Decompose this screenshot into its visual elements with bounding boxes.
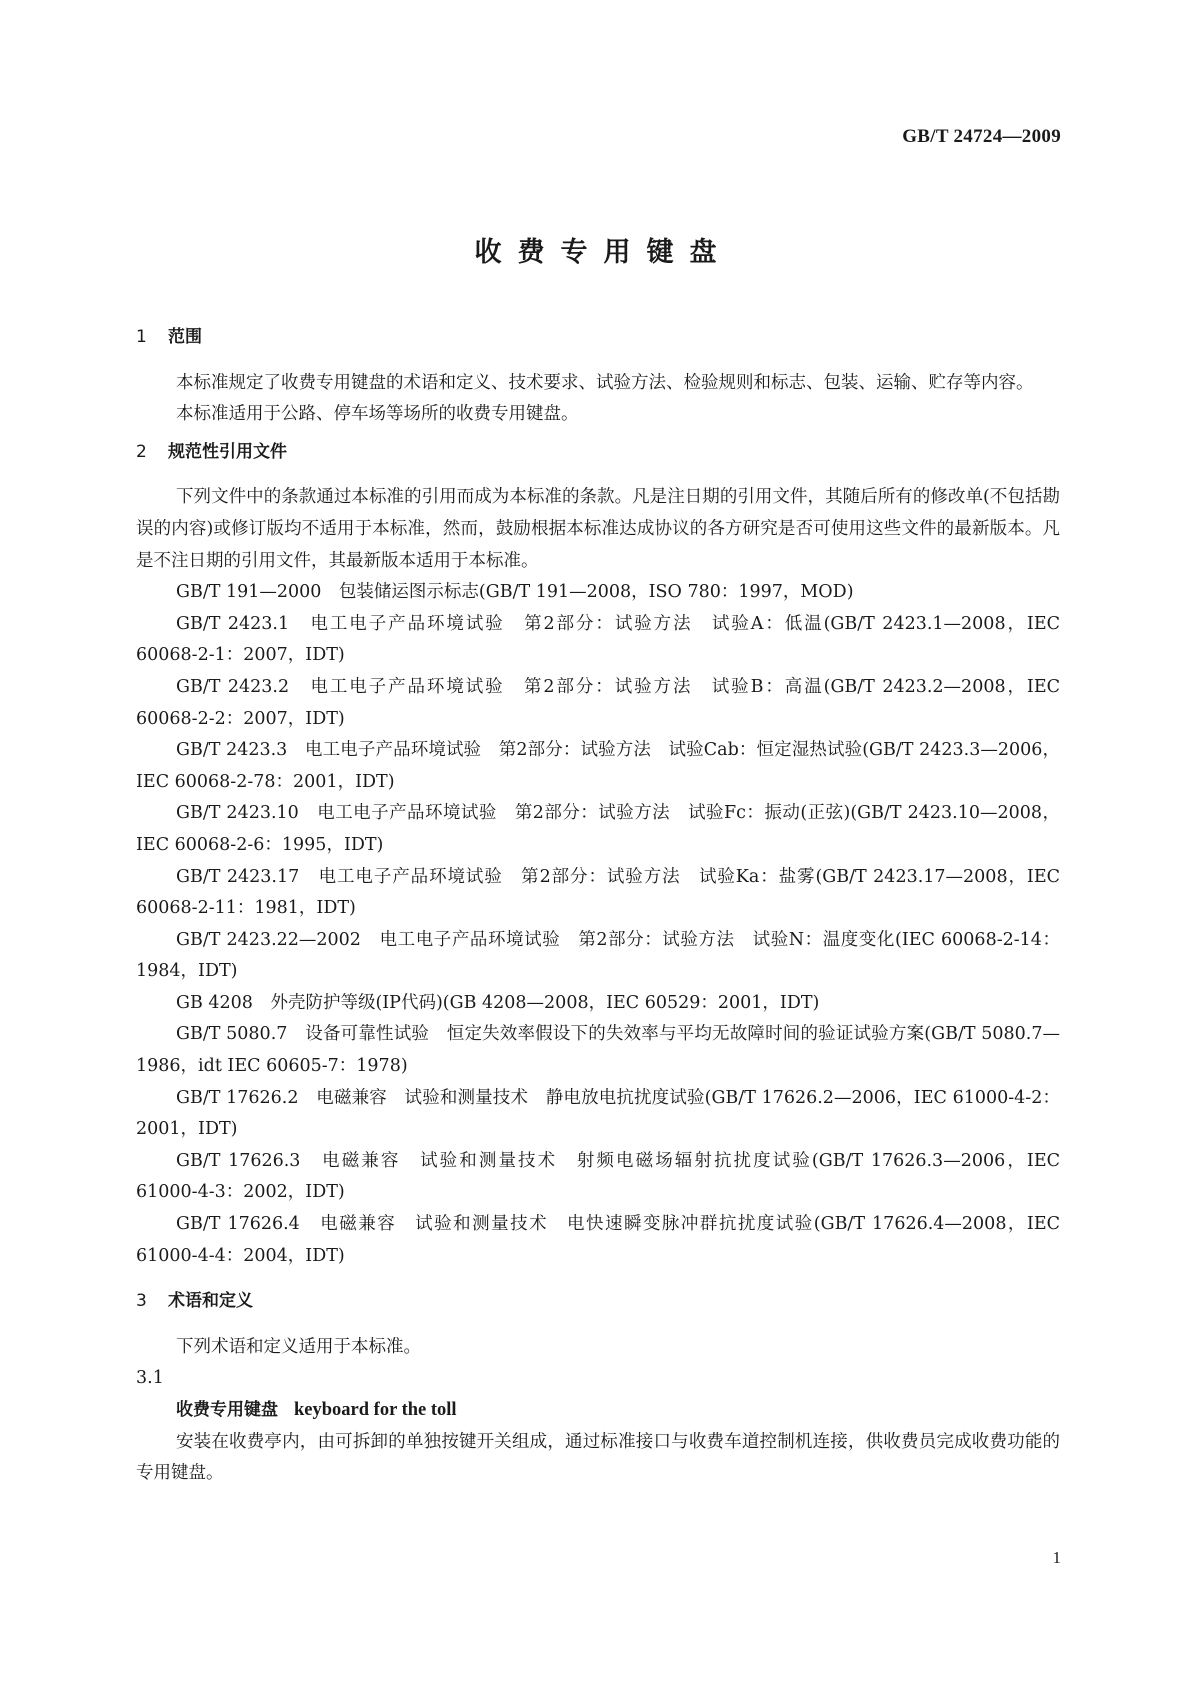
reference-item: GB/T 2423.17 电工电子产品环境试验 第2部分：试验方法 试验Ka：盐雾(GB/T 2423.17—2008，IEC 60068-2-11：1981，IDT): [136, 866, 1060, 919]
section-1-paragraph: 本标准规定了收费专用键盘的术语和定义、技术要求、试验方法、检验规则和标志、包装、运输、贮存等内容。: [176, 372, 1034, 393]
reference-item: GB/T 191—2000 包装储运图示标志(GB/T 191—2008，ISO 780：1997，MOD): [176, 582, 854, 603]
standard-code: GB/T 24724—2009: [902, 126, 1061, 147]
reference-item: GB/T 2423.1 电工电子产品环境试验 第2部分：试验方法 试验A：低温(GB/T 2423.1—2008，IEC 60068-2-1：2007，IDT): [136, 613, 1060, 666]
reference-item: GB/T 17626.3 电磁兼容 试验和测量技术 射频电磁场辐射抗扰度试验(GB/T 17626.3—2006，IEC 61000-4-3：2002，IDT): [136, 1150, 1060, 1203]
section-1-number: 1: [136, 327, 147, 347]
section-3-intro: 下列术语和定义适用于本标准。: [176, 1336, 421, 1357]
document-body: [136, 322, 1060, 1490]
term-english: keyboard for the toll: [294, 1400, 457, 1420]
section-3-heading: [136, 1286, 1060, 1318]
reference-item: GB/T 2423.22—2002 电工电子产品环境试验 第2部分：试验方法 试验N：温度变化(IEC 60068-2-14：1984，IDT): [136, 929, 1060, 982]
reference-item: GB/T 2423.10 电工电子产品环境试验 第2部分：试验方法 试验Fc：振动(正弦)(GB/T 2423.10—2008，IEC 60068-2-6：1995，IDT): [136, 803, 1060, 855]
section-2-heading: [136, 437, 1060, 469]
reference-item: GB/T 2423.3 电工电子产品环境试验 第2部分：试验方法 试验Cab：恒定湿热试验(GB/T 2423.3—2006，IEC 60068-2-78：2001，IDT): [136, 740, 1060, 792]
term-entry: [136, 1395, 1060, 1427]
term-definition: 安装在收费亭内，由可拆卸的单独按键开关组成，通过标准接口与收费车道控制机连接，供收费员完成收费功能的专用键盘。: [136, 1431, 1060, 1484]
clause-number: 3.1: [136, 1368, 164, 1389]
document-title: 收费专用键盘: [474, 237, 733, 268]
section-1-paragraph: 本标准适用于公路、停车场等场所的收费专用键盘。: [176, 404, 579, 425]
section-1-heading: [136, 322, 1060, 354]
section-2-intro: 下列文件中的条款通过本标准的引用而成为本标准的条款。凡是注日期的引用文件，其随后所有的修改单(不包括勘误的内容)或修订版均不适用于本标准，然而，鼓励根据本标准达成协议的各方研究是否可使用这些文件的最新版本。凡是不注日期的引用文件，其最新版本适用于本标准。: [136, 487, 1060, 571]
section-2-title: 规范性引用文件: [168, 441, 287, 462]
reference-item: GB/T 17626.4 电磁兼容 试验和测量技术 电快速瞬变脉冲群抗扰度试验(GB/T 17626.4—2008，IEC 61000-4-4：2004，IDT): [136, 1214, 1060, 1266]
reference-item: GB/T 2423.2 电工电子产品环境试验 第2部分：试验方法 试验B：高温(GB/T 2423.2—2008，IEC 60068-2-2：2007，IDT): [136, 676, 1060, 729]
section-3-title: 术语和定义: [168, 1291, 253, 1312]
section-3-number: 3: [136, 1291, 147, 1312]
reference-item: GB/T 17626.2 电磁兼容 试验和测量技术 静电放电抗扰度试验(GB/T 17626.2—2006，IEC 61000-4-2：2001，IDT): [136, 1087, 1060, 1140]
section-2-number: 2: [136, 441, 147, 462]
term-chinese: 收费专用键盘: [176, 1400, 278, 1420]
page-number: 1: [1052, 1548, 1061, 1567]
section-1-title: 范围: [168, 327, 202, 347]
reference-item: GB/T 5080.7 设备可靠性试验 恒定失效率假设下的失效率与平均无故障时间的验证试验方案(GB/T 5080.7—1986，idt IEC 60605-7：1978): [136, 1024, 1060, 1077]
reference-item: GB 4208 外壳防护等级(IP代码)(GB 4208—2008，IEC 60529：2001，IDT): [176, 992, 820, 1013]
